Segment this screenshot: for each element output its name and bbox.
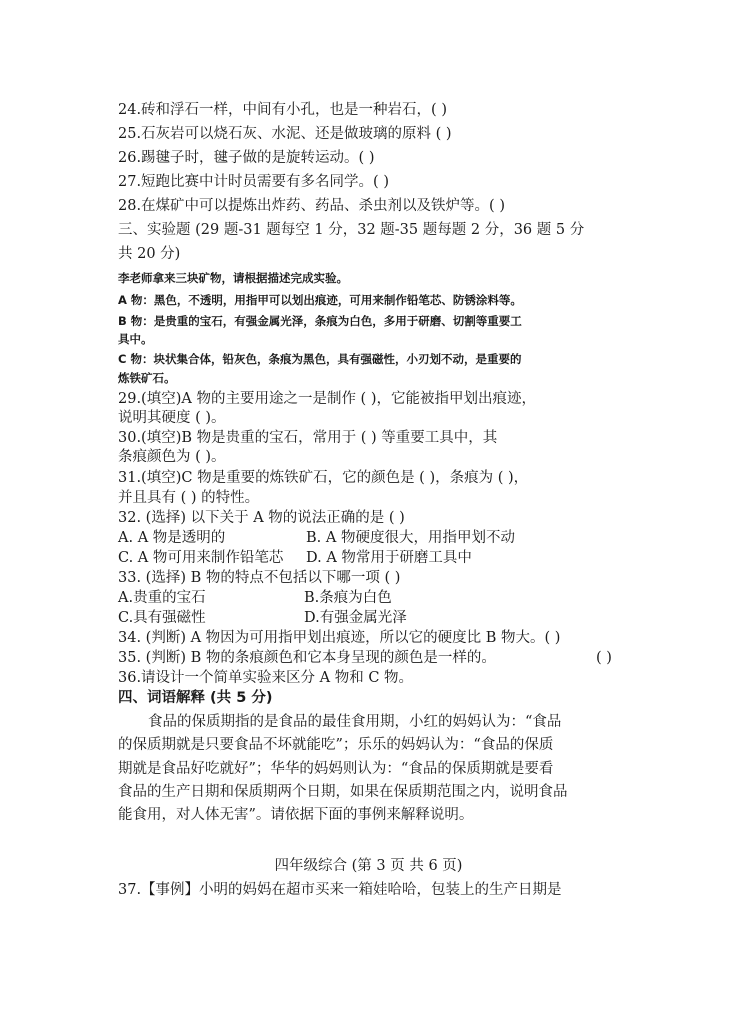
- question-30-cont: 条痕颜色为 ( )。: [118, 449, 226, 465]
- question-35: 35. (判断) B 物的条痕颜色和它本身呈现的颜色是一样的。: [118, 650, 496, 666]
- q33-option-d: D.有强金属光泽: [304, 610, 407, 626]
- section-4-para-line-3: 期就是食品好吃就好”；华华的妈妈则认为：“食品的保质期就是要看: [118, 761, 554, 777]
- q32-option-d: D. A 物常用于研磨工具中: [306, 550, 472, 566]
- mineral-a-desc: A 物：黑色，不透明，用指甲可以划出痕迹，可用来制作铅笔芯、防锈涂料等。: [118, 293, 522, 307]
- section-3-heading: 三、实验题 (29 题-31 题每空 1 分，32 题-35 题每题 2 分，36 题 5 分: [118, 222, 585, 238]
- question-25: 25.石灰岩可以烧石灰、水泥、还是做玻璃的原料 ( ): [118, 126, 452, 142]
- question-31: 31.(填空)C 物是重要的炼铁矿石，它的颜色是 ( )，条痕为 ( )，: [118, 470, 529, 486]
- question-31-cont: 并且具有 ( ) 的特性。: [118, 490, 260, 506]
- question-36: 36.请设计一个简单实验来区分 A 物和 C 物。: [118, 670, 414, 686]
- question-33: 33. (选择) B 物的特点不包括以下哪一项 ( ): [118, 570, 401, 586]
- q33-option-a: A.贵重的宝石: [118, 590, 206, 606]
- mineral-c-desc-cont: 炼铁矿石。: [118, 371, 176, 385]
- question-28: 28.在煤矿中可以提炼出炸药、药品、杀虫剂以及铁炉等。( ): [118, 198, 505, 214]
- q32-option-b: B. A 物硬度很大，用指甲划不动: [306, 530, 515, 546]
- question-34: 34. (判断) A 物因为可用指甲划出痕迹，所以它的硬度比 B 物大。( ): [118, 630, 561, 646]
- q33-option-c: C.具有强磁性: [118, 610, 206, 626]
- question-26: 26.踢毽子时，毽子做的是旋转运动。( ): [118, 150, 375, 166]
- page-footer: 四年级综合 (第 3 页 共 6 页): [274, 858, 463, 874]
- question-35-answer-paren: ( ): [596, 650, 612, 666]
- section-4-para-line-4: 食品的生产日期和保质期两个日期，如果在保质期范围之内，说明食品: [118, 784, 568, 800]
- q32-option-a: A. A 物是透明的: [118, 530, 226, 546]
- question-27: 27.短跑比赛中计时员需要有多名同学。( ): [118, 174, 389, 190]
- question-24: 24.砖和浮石一样，中间有小孔，也是一种岩石，( ): [118, 102, 447, 118]
- question-30: 30.(填空)B 物是贵重的宝石，常用于 ( ) 等重要工具中，其: [118, 430, 498, 446]
- question-29-cont: 说明其硬度 ( )。: [118, 410, 226, 426]
- question-32: 32. (选择) 以下关于 A 物的说法正确的是 ( ): [118, 510, 405, 526]
- section-4-para-line-2: 的保质期就是只要食品不坏就能吃”；乐乐的妈妈认为：“食品的保质: [118, 737, 554, 753]
- section-3-heading-cont: 共 20 分): [118, 246, 181, 262]
- section-4-para-line-1: 食品的保质期指的是食品的最佳食用期，小红的妈妈认为：“食品: [148, 714, 562, 730]
- question-37: 37.【事例】小明的妈妈在超市买来一箱娃哈哈，包装上的生产日期是: [118, 882, 562, 898]
- mineral-b-desc: B 物：是贵重的宝石，有强金属光泽，条痕为白色，多用于研磨、切割等重要工: [118, 314, 522, 328]
- mineral-b-desc-cont: 具中。: [118, 332, 153, 346]
- section-4-heading: 四、词语解释 (共 5 分): [118, 690, 273, 706]
- mineral-c-desc: C 物：块状集合体，铅灰色，条痕为黑色，具有强磁性，小刃划不动，是重要的: [118, 352, 522, 366]
- q32-option-c: C. A 物可用来制作铅笔芯: [118, 550, 284, 566]
- section-4-para-line-5: 能食用，对人体无害”。请依据下面的事例来解释说明。: [118, 807, 474, 823]
- q33-option-b: B.条痕为白色: [304, 590, 392, 606]
- experiment-intro: 李老师拿来三块矿物，请根据描述完成实验。: [118, 271, 348, 285]
- question-29: 29.(填空)A 物的主要用途之一是制作 ( )，它能被指甲划出痕迹，: [118, 391, 536, 407]
